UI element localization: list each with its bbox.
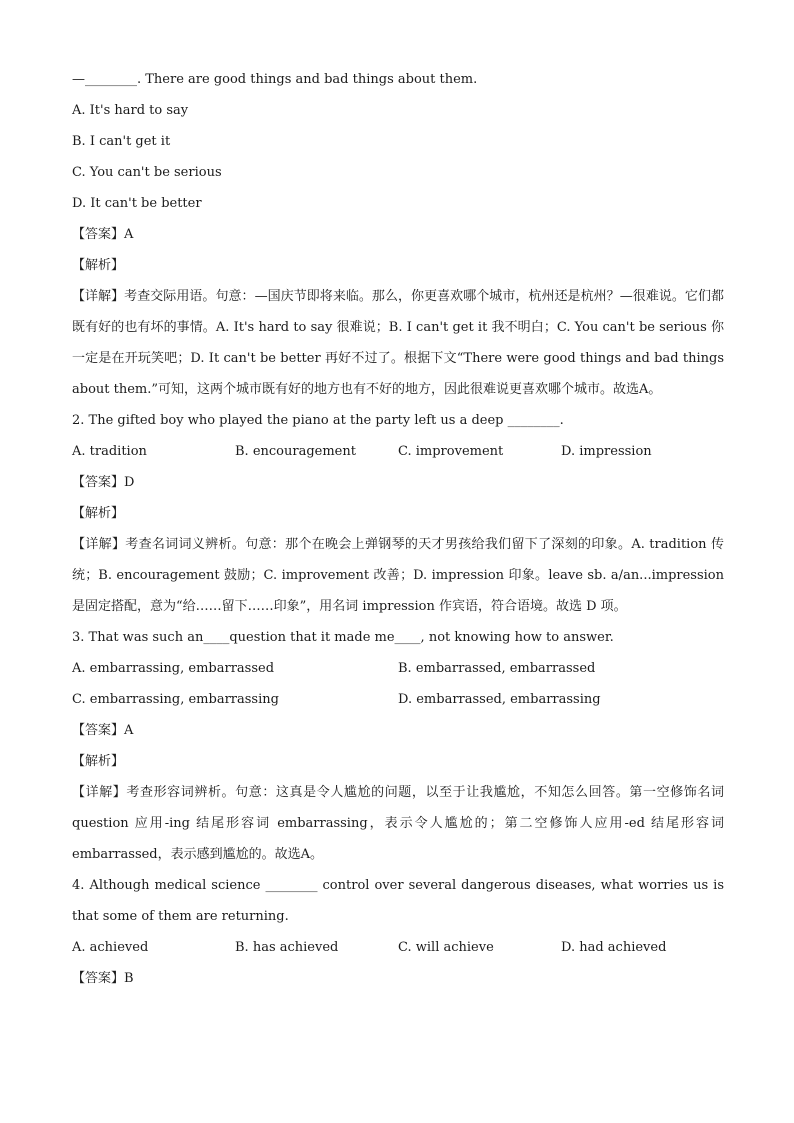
q3-options-row2 xyxy=(72,684,724,715)
answer-value: B xyxy=(124,971,134,986)
q4-stem: 4. Although medical science ________ control over several dangerous diseases, what worries us is that some of them are returning. xyxy=(72,878,724,924)
q4-answer xyxy=(72,963,724,994)
q2-option-d: D. impression xyxy=(561,444,652,459)
q1-stem: —________. There are good things and bad things about them. xyxy=(72,72,478,87)
q3-stem: 3. That was such an____question that it made me____, not knowing how to answer. xyxy=(72,630,614,645)
detail-text: 考查形容词辨析。句意：这真是令人尴尬的问题，以至于让我尴尬，不知怎么回答。第一空修饰名词 question 应用-ing 结尾形容词 embarrassing，表示令人尴尬的；第二空修饰人应用-ed 结尾形容词 embarrassed，表示感到尴尬的。故选A。 xyxy=(72,785,724,862)
detail-text: 考查交际用语。句意：—国庆节即将来临。那么，你更喜欢哪个城市，杭州还是杭州？—很难说。它们都既有好的也有坏的事情。A. It's hard to say 很难说；B. I can't get it 我不明白；C. You can't be serious 你一定是在开玩笑吧；D. It can't be better 再好不过了。根据下文“There were good things and bad things about them.”可知，这两个城市既有好的地方也有不好的地方，因此很难说更喜欢哪个城市。故选A。 xyxy=(72,289,724,397)
answer-value: A xyxy=(124,227,134,242)
q1-detail xyxy=(72,281,724,405)
q2-analysis-tag: 【解析】 xyxy=(72,506,125,521)
q2-option-b: B. encouragement xyxy=(235,444,356,459)
answer-tag: 【答案】 xyxy=(72,971,125,986)
q2-option-a: A. tradition xyxy=(72,444,147,459)
detail-tag: 【详解】 xyxy=(72,537,126,552)
q3-answer xyxy=(72,715,724,746)
q3-option-b: B. embarrassed, embarrassed xyxy=(398,661,596,676)
answer-value: A xyxy=(124,723,134,738)
q4-option-d: D. had achieved xyxy=(561,940,667,955)
q2-option-c: C. improvement xyxy=(398,444,504,459)
answer-tag: 【答案】 xyxy=(72,723,125,738)
detail-text: 考查名词词义辨析。句意：那个在晚会上弹钢琴的天才男孩给我们留下了深刻的印象。A. tradition 传统；B. encouragement 鼓励；C. improvement 改善；D. impression 印象。leave sb. a/an...impression 是固定搭配，意为“给……留下……印象”，用名词 impression 作宾语，符合语境。故选 D 项。 xyxy=(72,537,724,614)
detail-tag: 【详解】 xyxy=(72,785,127,800)
q2-answer xyxy=(72,467,724,498)
q3-option-a: A. embarrassing, embarrassed xyxy=(72,661,275,676)
q1-option-a: A. It's hard to say xyxy=(72,103,189,118)
q3-analysis-tag: 【解析】 xyxy=(72,754,125,769)
detail-tag: 【详解】 xyxy=(72,289,125,304)
q1-option-b: B. I can't get it xyxy=(72,134,171,149)
q1-option-c: C. You can't be serious xyxy=(72,165,222,180)
document-page xyxy=(72,64,724,994)
q4-option-a: A. achieved xyxy=(72,940,149,955)
answer-tag: 【答案】 xyxy=(72,227,125,242)
answer-tag: 【答案】 xyxy=(72,475,125,490)
q2-stem: 2. The gifted boy who played the piano at the party left us a deep ________. xyxy=(72,413,564,428)
q3-option-d: D. embarrassed, embarrassing xyxy=(398,692,601,707)
q4-option-b: B. has achieved xyxy=(235,940,339,955)
q3-options-row1 xyxy=(72,653,724,684)
q2-detail xyxy=(72,529,724,622)
q2-options xyxy=(72,436,724,467)
q4-option-c: C. will achieve xyxy=(398,940,494,955)
q4-options xyxy=(72,932,724,963)
q1-option-d: D. It can't be better xyxy=(72,196,202,211)
q1-answer xyxy=(72,219,724,250)
answer-value: D xyxy=(124,475,135,490)
q1-analysis-tag: 【解析】 xyxy=(72,258,125,273)
q3-detail xyxy=(72,777,724,870)
q3-option-c: C. embarrassing, embarrassing xyxy=(72,692,279,707)
